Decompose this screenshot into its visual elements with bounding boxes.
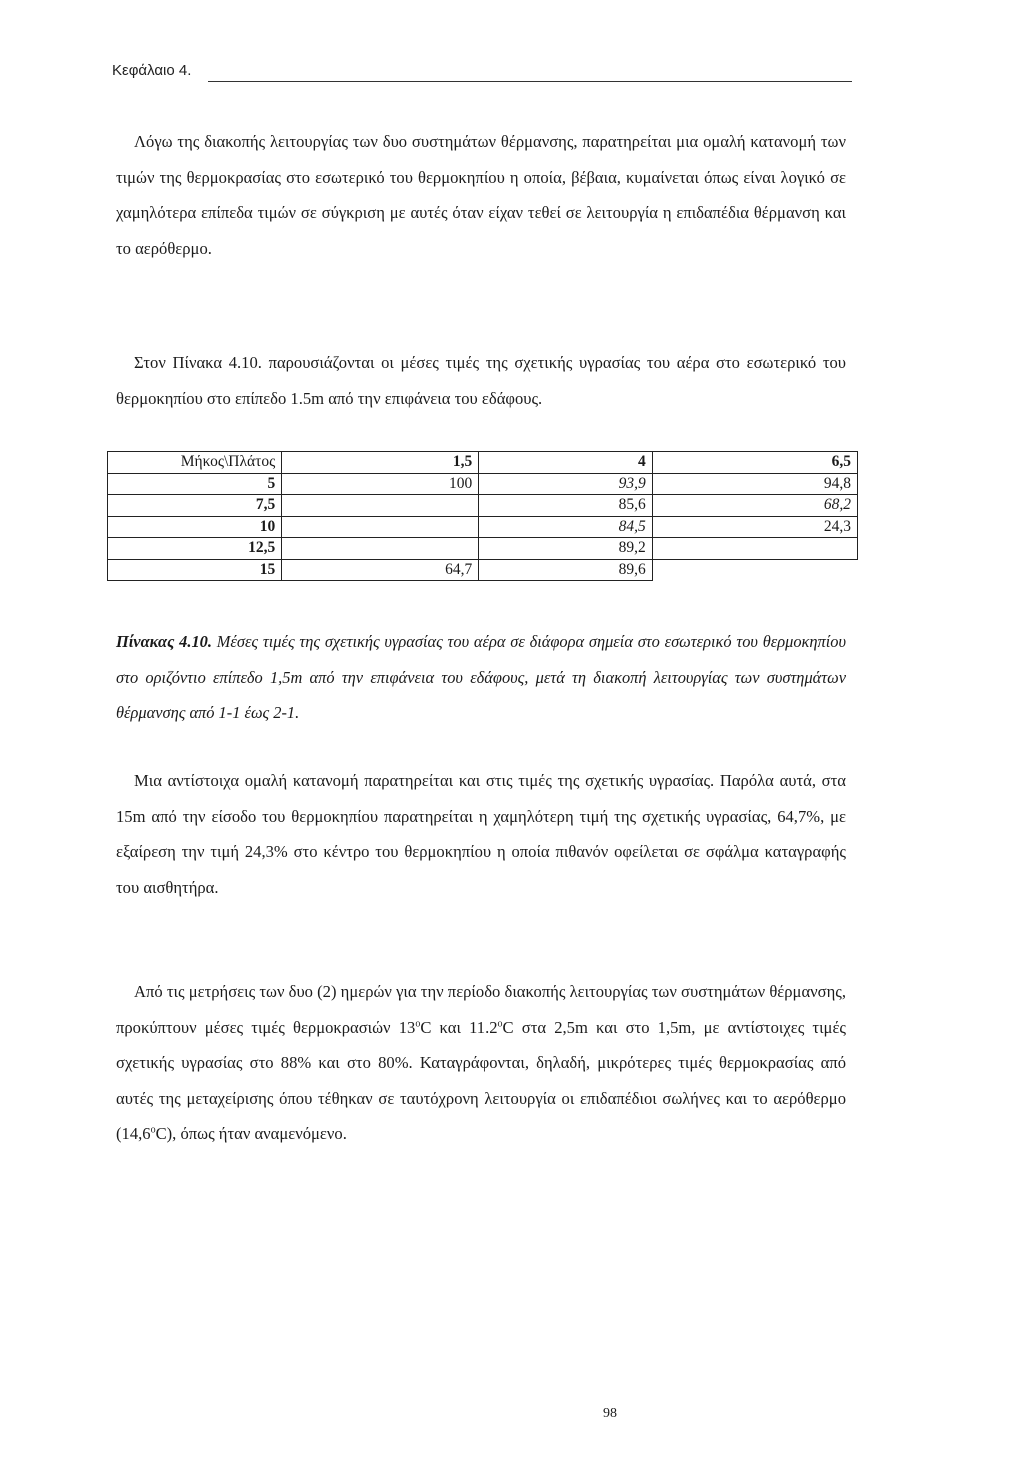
caption-text: Μέσες τιμές της σχετικής υγρασίας του αέρα σε διάφορα σημεία στο εσωτερικό του θερμοκηπίου στο οριζόντιο επίπεδο 1,5m από την επιφάνεια του εδάφους, μετά τη διακοπή λειτουργίας των συστημάτων θέρμανσης από 1-1 έως 2-1. xyxy=(116,632,846,722)
text-run: C στα 2,5m και στο 1,5m, με αντίστοιχες τιμές σχετικής υγρασίας στο 88% και στο 80%. Καταγράφονται, δηλαδή, μικρότερες τιμές θερμοκρασίας από αυτές της μεταχείρισης όπου τέθηκαν σε ταυτόχρονη λειτουργία οι επιδαπέδιοι σωλήνες και το αερόθερμο (14,6 xyxy=(116,1017,846,1143)
table-cell: 68,2 xyxy=(652,495,857,517)
table-cell: 85,6 xyxy=(479,495,652,517)
table-cell: 89,6 xyxy=(479,559,652,581)
table-row-label: 15 xyxy=(108,559,282,581)
table-row-label: 12,5 xyxy=(108,538,282,560)
table-cell xyxy=(282,516,479,538)
paragraph-table-intro: Στον Πίνακα 4.10. παρουσιάζονται οι μέσες τιμές της σχετικής υγρασίας του αέρα στο εσωτερικό του θερμοκηπίου στο επίπεδο 1.5m από την επιφάνεια του εδάφους. xyxy=(116,353,846,408)
table-row-label: 5 xyxy=(108,473,282,495)
humidity-table xyxy=(107,451,858,581)
table-cell: 84,5 xyxy=(479,516,652,538)
paragraph-measurements xyxy=(116,974,846,1152)
caption-label: Πίνακας 4.10. xyxy=(116,632,212,651)
table-row xyxy=(108,516,858,538)
table-row-label: 7,5 xyxy=(108,495,282,517)
degree-superscript: o xyxy=(497,1017,503,1029)
page-number: 98 xyxy=(603,1406,617,1421)
table-row xyxy=(108,538,858,560)
table-cell xyxy=(282,495,479,517)
paragraph-humidity-distribution: Μια αντίστοιχα ομαλή κατανομή παρατηρείται και στις τιμές της σχετικής υγρασίας. Παρόλα αυτά, στα 15m από την είσοδο του θερμοκηπίου παρατηρείται η χαμηλότερη τιμή της σχετικής υγρασίας, 64,7%, με εξαίρεση την τιμή 24,3% στο κέντρο του θερμοκηπίου η οποία πιθανόν οφείλεται σε σφάλμα καταγραφής του αισθητήρα. xyxy=(116,771,846,897)
table-cell: 89,2 xyxy=(479,538,652,560)
table-row-label: 10 xyxy=(108,516,282,538)
header-rule xyxy=(208,81,852,82)
table-header-cell: 6,5 xyxy=(652,452,857,474)
table-cell xyxy=(652,538,857,560)
table-header-cell: Μήκος\Πλάτος xyxy=(108,452,282,474)
table-cell: 64,7 xyxy=(282,559,479,581)
text-run: C και 11.2 xyxy=(420,1017,498,1037)
degree-superscript: o xyxy=(150,1124,156,1136)
table-cell: 100 xyxy=(282,473,479,495)
table-row xyxy=(108,559,858,581)
table-caption xyxy=(116,624,846,731)
text-run: C), όπως ήταν αναμενόμενο. xyxy=(155,1124,347,1143)
chapter-header: Κεφάλαιο 4. xyxy=(112,62,192,79)
degree-superscript: o xyxy=(415,1017,421,1029)
table-row xyxy=(108,495,858,517)
table-header-row xyxy=(108,452,858,474)
table-cell xyxy=(282,538,479,560)
table-cell: 24,3 xyxy=(652,516,857,538)
table-row xyxy=(108,473,858,495)
table-header-cell: 1,5 xyxy=(282,452,479,474)
paragraph-heating-interruption: Λόγω της διακοπής λειτουργίας των δυο συστημάτων θέρμανσης, παρατηρείται μια ομαλή κατανομή των τιμών της θερμοκρασίας στο εσωτερικό του θερμοκηπίου η οποία, βέβαια, κυμαίνεται όπως είναι λογικό σε χαμηλότερα επίπεδα τιμών σε σύγκριση με αυτές όταν είχαν τεθεί σε λειτουργία η επιδαπέδια θέρμανση και το αερόθερμο. xyxy=(116,132,846,258)
table-header-cell: 4 xyxy=(479,452,652,474)
table-cell: 94,8 xyxy=(652,473,857,495)
table-cell xyxy=(652,559,857,581)
text-run: Από τις μετρήσεις των δυο (2) ημερών για την περίοδο διακοπής λειτουργίας των συστημάτων θέρμανσης, προκύπτουν μέσες τιμές θερμοκρασιών 13 xyxy=(116,982,846,1037)
table-cell: 93,9 xyxy=(479,473,652,495)
